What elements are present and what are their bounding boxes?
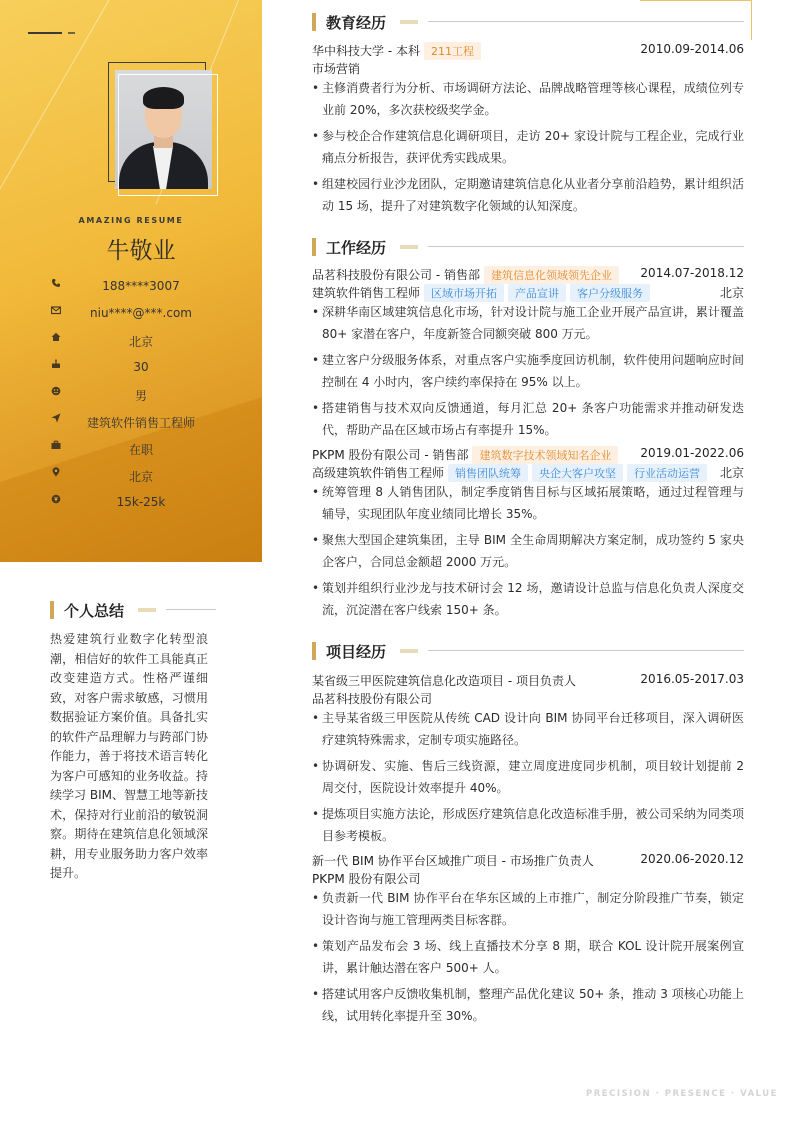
gender-icon xyxy=(50,386,62,398)
position-value: 建筑软件销售工程师 xyxy=(86,416,195,430)
heading-dash xyxy=(400,649,418,653)
skill-tag: 央企大客户攻坚 xyxy=(532,464,623,482)
list-item: • 搭建试用客户反馈收集机制，整理产品优化建议 50+ 条，推动 3 项核心功能上线，试用转化率提升至 30%。 xyxy=(312,983,744,1027)
heading-line xyxy=(166,609,216,610)
photo-frame-outline xyxy=(118,74,218,196)
phone-icon xyxy=(50,278,62,290)
info-email xyxy=(48,303,248,330)
heading-dash xyxy=(400,245,418,249)
email-icon xyxy=(50,305,62,317)
info-salary xyxy=(48,492,248,519)
heading-accent-bar xyxy=(312,642,316,660)
summary-text: 热爱建筑行业数字化转型浪潮，相信好的软件工具能真正改变建造方式。性格严谨细致，对客户需求敏感，习惯用数据验证方案价值。具备扎实的软件产品理解力与跨部门协作能力，善于将技术语言转化为客户可感知的业务收益。持续学习 BIM、智慧工地等新技术，保持对行业前沿的敏锐洞察。期待在建筑信息化领域深耕，用专业服务助力客户效率提升。 xyxy=(50,632,208,880)
info-location xyxy=(48,465,248,492)
school-tag: 211工程 xyxy=(424,42,481,60)
home-icon xyxy=(50,332,62,344)
project-bullets xyxy=(312,887,744,1027)
work-location: 北京 xyxy=(719,286,744,300)
briefcase-icon xyxy=(50,440,62,452)
list-item: • 主导某省级三甲医院从传统 CAD 设计向 BIM 协同平台迁移项目，深入调研医疗建筑特殊需求，定制专项实施路径。 xyxy=(312,707,744,751)
position-name: 建筑软件销售工程师 xyxy=(312,286,421,300)
info-gender xyxy=(48,384,248,411)
list-item: • 统筹管理 8 人销售团队，制定季度销售目标与区域拓展策略，通过过程管理与辅导，实现团队年度业绩同比增长 35%。 xyxy=(312,481,744,525)
salary-value: 15k-25k xyxy=(116,495,166,509)
list-item: • 聚焦大型国企建筑集团，主导 BIM 全生命周期解决方案定制，成功签约 5 家央企客户，合同总金额超 2000 万元。 xyxy=(312,529,744,573)
company-line xyxy=(312,266,619,284)
position-line xyxy=(312,464,707,482)
skill-tag: 区域市场开拓 xyxy=(424,284,504,302)
list-item: • 负责新一代 BIM 协作平台在华东区域的上市推广，制定分阶段推广节奏，锁定设计咨询与施工管理两类目标客群。 xyxy=(312,887,744,931)
list-item: • 搭建销售与技术双向反馈通道，每月汇总 20+ 条客户功能需求并推动研发迭代，帮助产品在区域市场占有率提升 15%。 xyxy=(312,397,744,441)
company-line xyxy=(312,446,618,464)
project-date: 2016.05-2017.03 xyxy=(640,672,744,686)
skill-tag: 客户分级服务 xyxy=(570,284,650,302)
work-title: 工作经历 xyxy=(326,239,387,257)
work-entry xyxy=(312,444,744,625)
info-position xyxy=(48,411,248,438)
work-heading xyxy=(312,237,744,257)
decorative-corner xyxy=(751,0,752,40)
education-title: 教育经历 xyxy=(326,14,387,32)
major: 市场营销 xyxy=(312,62,361,76)
contact-info-list xyxy=(48,276,248,519)
education-heading xyxy=(312,12,744,32)
project-company: 品茗科技股份有限公司 xyxy=(312,692,433,706)
project-company: PKPM 股份有限公司 xyxy=(312,872,421,886)
status-value: 在职 xyxy=(128,443,153,457)
projects-heading xyxy=(312,641,744,661)
company-tag: 建筑数字技术领域知名企业 xyxy=(472,446,618,464)
heading-line xyxy=(428,21,744,22)
heading-dash xyxy=(138,608,156,612)
cake-icon xyxy=(50,359,62,371)
footer-motto: PRECISION · PRESENCE · VALUE xyxy=(586,1089,778,1099)
heading-accent-bar xyxy=(312,13,316,31)
education-date: 2010.09-2014.06 xyxy=(640,42,744,56)
company-tag: 建筑信息化领域领先企业 xyxy=(484,266,619,284)
location-value: 北京 xyxy=(128,470,153,484)
gender-value: 男 xyxy=(134,389,147,403)
list-item: • 策划产品发布会 3 场、线上直播技术分享 8 期，联合 KOL 设计院开展案例宣讲，累计触达潜在客户 500+ 人。 xyxy=(312,935,744,979)
list-item: • 建立客户分级服务体系，对重点客户实施季度回访机制，软件使用问题响应时间控制在 4 小时内，客户续约率保持在 95% 以上。 xyxy=(312,349,744,393)
candidate-name: 牛敬业 xyxy=(106,238,176,264)
info-phone xyxy=(48,276,248,303)
list-item: • 协调研发、实施、售后三线资源，建立周度进度同步机制，项目较计划提前 2 周交付，医院设计效率提升 40%。 xyxy=(312,755,744,799)
email-value: niu****@***.com xyxy=(90,306,192,320)
skill-tag: 行业活动运营 xyxy=(627,464,707,482)
school-line xyxy=(312,42,481,60)
list-item: • 参与校企合作建筑信息化调研项目，走访 20+ 家设计院与工程企业，完成行业痛点分析报告，获评优秀实践成果。 xyxy=(312,125,744,169)
list-item: • 主修消费者行为分析、市场调研方法论、品牌战略管理等核心课程，成绩位列专业前 20%，多次获校级奖学金。 xyxy=(312,77,744,121)
education-entry xyxy=(312,40,744,221)
heading-accent-bar xyxy=(50,601,54,619)
heading-line xyxy=(428,650,744,651)
education-bullets xyxy=(312,77,744,217)
work-bullets xyxy=(312,481,744,621)
position-name: 高级建筑软件销售工程师 xyxy=(312,466,445,480)
project-date: 2020.06-2020.12 xyxy=(640,852,744,866)
project-name: 某省级三甲医院建筑信息化改造项目 - 项目负责人 xyxy=(312,674,576,688)
decorative-dash xyxy=(68,32,75,34)
company-name: PKPM 股份有限公司 - 销售部 xyxy=(312,448,469,462)
list-item: • 策划并组织行业沙龙与技术研讨会 12 场，邀请设计总监与信息化负责人深度交流，沉淀潜在客户线索 150+ 条。 xyxy=(312,577,744,621)
decorative-corner xyxy=(640,0,752,1)
sidebar-panel xyxy=(0,0,262,562)
position-line xyxy=(312,284,650,302)
heading-dash xyxy=(400,20,418,24)
send-icon xyxy=(50,413,62,425)
work-date: 2019.01-2022.06 xyxy=(640,446,744,460)
skill-tag: 产品宣讲 xyxy=(508,284,566,302)
age-value: 30 xyxy=(133,360,149,374)
summary-title: 个人总结 xyxy=(64,602,125,620)
phone-value: 188****3007 xyxy=(102,279,180,293)
resume-tagline: AMAZING RESUME xyxy=(78,216,184,225)
heading-accent-bar xyxy=(312,238,316,256)
info-status xyxy=(48,438,248,465)
skill-tag: 销售团队统筹 xyxy=(448,464,528,482)
project-bullets xyxy=(312,707,744,847)
decorative-dash xyxy=(28,32,62,34)
list-item: • 组建校园行业沙龙团队，定期邀请建筑信息化从业者分享前沿趋势，累计组织活动 15 场，提升了对建筑数字化领域的认知深度。 xyxy=(312,173,744,217)
school-name: 华中科技大学 - 本科 xyxy=(312,44,420,58)
decorative-line xyxy=(0,0,121,206)
heading-line xyxy=(428,246,744,247)
project-name: 新一代 BIM 协作平台区域推广项目 - 市场推广负责人 xyxy=(312,854,594,868)
work-date: 2014.07-2018.12 xyxy=(640,266,744,280)
list-item: • 深耕华南区域建筑信息化市场，针对设计院与施工企业开展产品宣讲，累计覆盖 80+ 家潜在客户，年度新签合同额突破 800 万元。 xyxy=(312,301,744,345)
info-home xyxy=(48,330,248,357)
summary-heading xyxy=(50,600,220,620)
salary-icon xyxy=(50,494,62,506)
project-entry xyxy=(312,670,744,851)
home-value: 北京 xyxy=(128,335,153,349)
list-item: • 提炼项目实施方法论，形成医疗建筑信息化改造标准手册，被公司采纳为同类项目参考模板。 xyxy=(312,803,744,847)
project-entry xyxy=(312,850,744,1031)
work-bullets xyxy=(312,301,744,441)
projects-title: 项目经历 xyxy=(326,643,387,661)
work-entry xyxy=(312,264,744,445)
location-icon xyxy=(50,467,62,479)
info-age xyxy=(48,357,248,384)
work-location: 北京 xyxy=(719,466,744,480)
company-name: 品茗科技股份有限公司 - 销售部 xyxy=(312,268,480,282)
